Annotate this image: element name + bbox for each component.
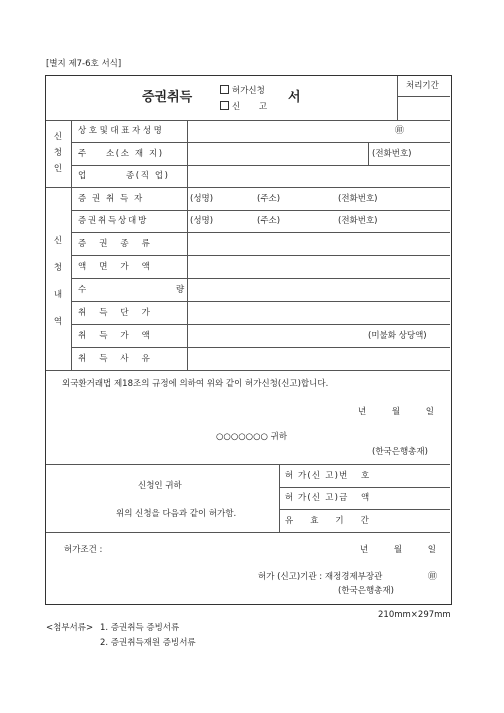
acquisition-amount-label: 취득가액 — [78, 331, 163, 341]
details-side-2: 청 — [53, 263, 63, 273]
authority-label: 허가 (신고)기관 : 재정경제부장관 — [258, 572, 383, 582]
business-label-left: 업 — [78, 171, 87, 181]
applicant-name-label: 상호및대표자성명 — [78, 126, 165, 136]
details-side-4: 역 — [53, 317, 63, 327]
security-type-label: 증권종류 — [78, 239, 163, 249]
unit-price-label: 취득단가 — [78, 308, 163, 318]
form-label: [별지 제7-6호 서식] — [46, 59, 122, 69]
phone-note: (전화번호) — [372, 149, 412, 159]
acquirer-phone: (전화번호) — [338, 194, 378, 204]
acquisition-reason-label: 취득사유 — [78, 354, 163, 364]
attachments-label: <첨부서류> — [46, 623, 94, 633]
authority-sub: (한국은행총재) — [338, 586, 394, 596]
validity-period-label: 유효기간 — [285, 516, 386, 526]
permit-no-label-right: 호 — [361, 471, 370, 481]
form-title: 증권취득 — [142, 90, 193, 105]
applicant-side-2: 청 — [53, 148, 63, 158]
declaration-date: 년 월 일 — [358, 407, 434, 417]
counterparty-label: 증권취득상대방 — [78, 216, 149, 226]
checkbox-icon — [220, 85, 229, 94]
permit-amount-label-right: 액 — [361, 493, 370, 503]
checkbox-icon — [220, 101, 229, 110]
applicant-side-1: 신 — [53, 132, 63, 142]
conditions-label: 허가조건 : — [64, 545, 103, 555]
permit-no-label-left: 허 — [285, 471, 294, 481]
applicant-side-3: 인 — [53, 164, 63, 174]
approval-date: 년 월 일 — [360, 545, 436, 555]
counterparty-address: (주소) — [257, 216, 281, 226]
permit-no-label-mid: 가(신 고)번 — [298, 471, 349, 481]
business-label-right: 종(직 업) — [126, 171, 170, 181]
acquirer-label: 증권취득자 — [78, 194, 149, 204]
declaration-recipient: ○○○○○○○ 귀하 — [216, 432, 288, 442]
address-label-right: 소(소 재 지) — [106, 149, 164, 159]
quantity-label-left: 수 — [78, 285, 87, 295]
paper-size-note: 210mm×297mm — [378, 610, 451, 620]
counterparty-name: (성명) — [190, 216, 214, 226]
processing-period-label: 처리기간 — [406, 81, 439, 91]
acquirer-name: (성명) — [190, 194, 214, 204]
details-side-3: 내 — [53, 290, 63, 300]
address-label-left: 주 — [78, 149, 87, 159]
usd-equivalent-note: (미불화 상당액) — [368, 331, 427, 341]
approval-text: 위의 신청을 다음과 같이 허가함. — [116, 509, 237, 519]
seal-mark: ㊞ — [395, 126, 405, 136]
counterparty-phone: (전화번호) — [338, 216, 378, 226]
form-title-suffix: 서 — [288, 90, 301, 105]
face-value-label: 액면가액 — [78, 262, 163, 272]
acquirer-address: (주소) — [257, 194, 281, 204]
authority-seal: ㊞ — [428, 572, 438, 582]
attachment-item-1: 1. 증권취득 증빙서류 — [100, 623, 180, 633]
permit-amount-label-mid: 가(신 고)금 — [298, 493, 349, 503]
attachment-item-2: 2. 증권취득재원 증빙서류 — [100, 638, 196, 648]
permit-amount-label-left: 허 — [285, 493, 294, 503]
declaration-agency: (한국은행총재) — [372, 447, 428, 457]
quantity-label-right: 량 — [176, 285, 185, 295]
details-side-1: 신 — [53, 236, 63, 246]
declaration-text: 외국환거래법 제18조의 규정에 의하여 위와 같이 허가신청(신고)합니다. — [62, 379, 329, 389]
option-report[interactable]: 신 고 — [220, 101, 275, 112]
approval-addressee: 신청인 귀하 — [138, 481, 182, 491]
option-permit[interactable]: 허가신청 — [220, 85, 265, 96]
